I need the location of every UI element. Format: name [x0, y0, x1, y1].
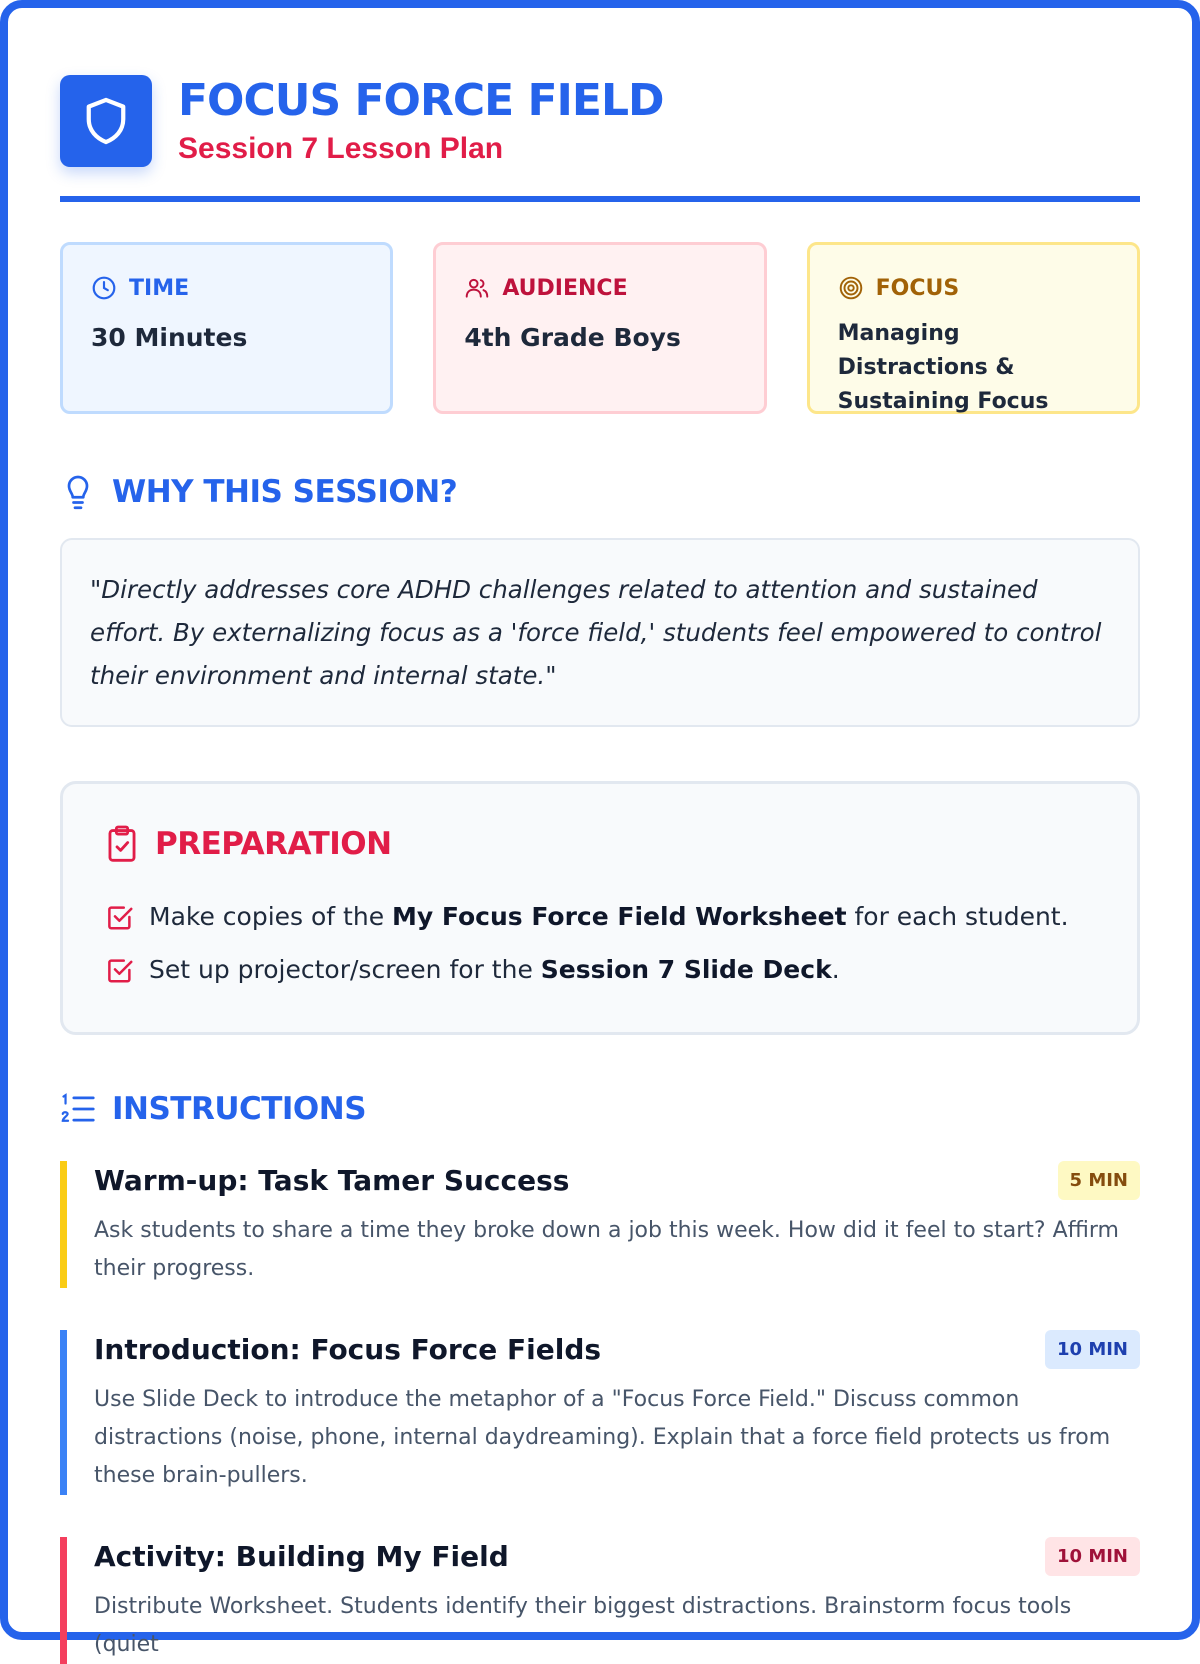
time-card — [60, 242, 393, 414]
step-description: Use Slide Deck to introduce the metaphor of a "Focus Force Field." Discuss common distractions (noise, phone, internal daydreaming). Explain that a force field protects us from these brain-pullers. — [94, 1387, 1111, 1488]
duration-badge: 10 MIN — [1045, 1537, 1140, 1576]
instructions-title: INSTRUCTIONS — [112, 1091, 367, 1127]
numbered-list-icon — [60, 1092, 96, 1126]
shield-icon — [83, 96, 129, 146]
clock-icon — [91, 275, 117, 301]
instructions-heading — [60, 1091, 1140, 1127]
preparation-list — [105, 890, 1095, 996]
page-subtitle: Session 7 Lesson Plan — [178, 132, 504, 165]
shield-logo — [60, 75, 152, 167]
focus-label: FOCUS — [875, 275, 960, 301]
step-description: Ask students to share a time they broke down a job this week. How did it feel to start? Affirm their progress. — [94, 1218, 1119, 1281]
preparation-box — [60, 781, 1140, 1035]
preparation-title: PREPARATION — [155, 826, 392, 862]
page-title: FOCUS FORCE FIELD — [178, 75, 664, 126]
time-label: TIME — [129, 275, 190, 301]
why-section-heading — [60, 472, 1140, 512]
audience-card — [433, 242, 766, 414]
prep-item-text: Set up projector/screen for the Session 7 Slide Deck. — [149, 955, 840, 984]
instruction-steps — [60, 1161, 1140, 1664]
duration-badge: 5 MIN — [1058, 1161, 1140, 1200]
checkbox-checked-icon — [105, 955, 135, 985]
instruction-step — [60, 1537, 1140, 1664]
audience-label: AUDIENCE — [502, 275, 628, 301]
header — [60, 66, 1140, 176]
instruction-step — [60, 1330, 1140, 1495]
header-divider — [60, 196, 1140, 202]
why-title: WHY THIS SESSION? — [112, 474, 458, 510]
instruction-step — [60, 1161, 1140, 1288]
why-quote: "Directly addresses core ADHD challenges related to attention and sustained effort. By externalizing focus as a 'force field,' students feel empowered to control their environment and internal state." — [90, 575, 1102, 690]
why-quote-box — [60, 538, 1140, 727]
prep-item — [105, 943, 1095, 996]
prep-item — [105, 890, 1095, 943]
focus-value: Managing Distractions & Sustaining Focus — [837, 321, 1049, 414]
step-title: Warm-up: Task Tamer Success — [94, 1164, 570, 1197]
time-value: 30 Minutes — [91, 323, 248, 352]
checkbox-checked-icon — [105, 902, 135, 932]
target-icon — [838, 275, 864, 301]
lightbulb-icon — [60, 472, 96, 512]
duration-badge: 10 MIN — [1045, 1330, 1140, 1369]
step-title: Introduction: Focus Force Fields — [94, 1333, 602, 1366]
prep-item-text: Make copies of the My Focus Force Field Worksheet for each student. — [149, 902, 1069, 931]
title-block — [178, 76, 664, 166]
audience-value: 4th Grade Boys — [464, 323, 681, 352]
step-title: Activity: Building My Field — [94, 1540, 509, 1573]
preparation-heading — [105, 824, 1095, 864]
users-icon — [464, 275, 490, 301]
focus-card — [807, 242, 1140, 414]
step-description: Distribute Worksheet. Students identify their biggest distractions. Brainstorm focus tools (quiet — [94, 1594, 1072, 1657]
info-cards — [60, 242, 1140, 414]
clipboard-check-icon — [105, 824, 139, 864]
